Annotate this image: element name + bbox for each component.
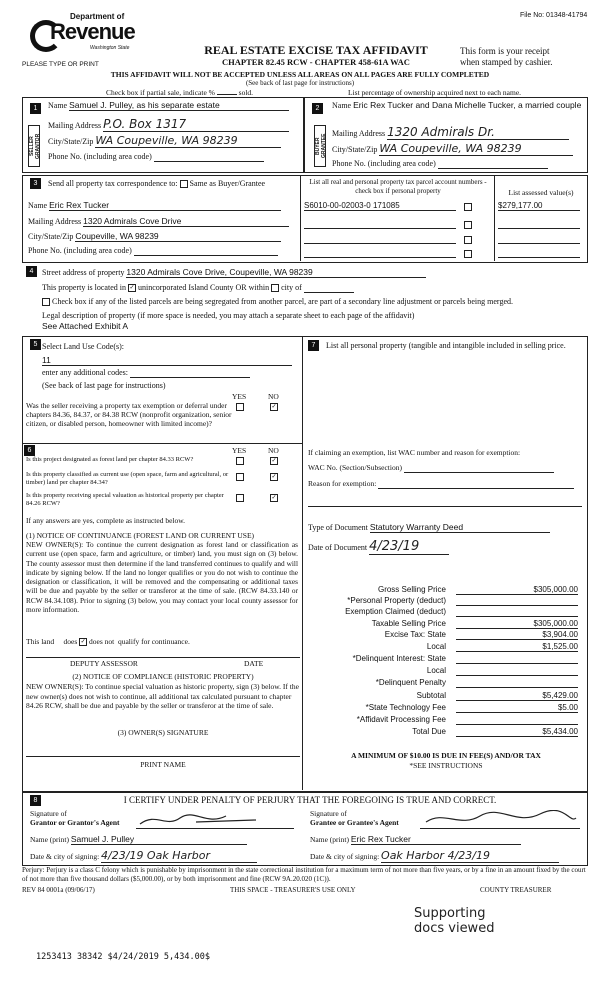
grantee-sig-label: Signature of Grantee or Grantee's Agent [310, 809, 399, 827]
fee-value-penalty[interactable] [456, 678, 578, 688]
does-not-checkbox[interactable]: ✓ [80, 639, 86, 646]
cashier-stamp: 1253413 38342 $4/24/2019 5,434.00$ [36, 952, 210, 962]
grantee-signature[interactable] [420, 810, 580, 829]
parcel-personal-checkbox-4[interactable] [464, 250, 472, 258]
grantor-date-row: Date & city of signing: 4/23/19 Oak Harbor [30, 849, 257, 863]
buyer-tab: BUYER GRANTEE [314, 125, 326, 167]
seller-city-row: City/State/Zip WA Coupeville, WA 98239 [48, 134, 298, 148]
fee-value-tech-fee[interactable]: $5.00 [456, 703, 578, 713]
assessed-value[interactable]: $279,177.00 [498, 201, 580, 211]
personal-property-label: List all personal property (tangible and intangible included in selling price. [326, 341, 566, 350]
seller-phone[interactable] [154, 152, 264, 162]
fee-label-total: Total Due [412, 727, 446, 736]
grantee-date-row: Date & city of signing: Oak Harbor 4/23/19 [310, 849, 559, 863]
notice1-title: (1) NOTICE OF CONTINUANCE (FOREST LAND OR CURRENT USE) [26, 531, 255, 540]
legal-label: Legal description of property (if more space is needed, you may attach a separate sheet to each page of the affidavit) [42, 311, 415, 320]
assessor-date: DATE [244, 659, 264, 668]
s5-see-back: (See back of last page for instructions) [42, 381, 166, 390]
reason-row: Reason for exemption: [308, 479, 574, 489]
s3-phone-row: Phone No. (including area code) [28, 246, 278, 256]
partial-sale-label: Check box if partial sale, indicate % [106, 88, 215, 97]
grantor-sig-label: Signature of Grantor or Grantor's Agent [30, 809, 120, 827]
notice1-body: NEW OWNER(S): To continue the current designation as forest land or classification as current use (open space, farm and agriculture, or timber) land, you must sign on (3) below. The county assessor must then determine if the land transferred continues to qualify and will indicate by signing below. If the land no longer qualifies or you do not wish to continue the designation or classification, it will be removed and the compensating or additional taxes will be due and payable by the seller or transferor at the time of sale. (RCW 84.33.140 or RCW 84.34.108). Prior to signing (3) below, you may contact your local county assessor for more information. [26, 540, 298, 615]
historic-question: Is this property receiving special valuation as historical property per chapter 84.26 RCW? [26, 492, 224, 507]
fee-label-gross: Gross Selling Price [377, 585, 446, 594]
buyer-phone[interactable] [438, 159, 548, 169]
fee-label-tech-fee: *State Technology Fee [365, 703, 446, 712]
fee-value-local-tax[interactable]: $1,525.00 [456, 642, 578, 652]
land-use-code[interactable]: 11 [42, 355, 292, 366]
assessed-header: List assessed value(s) [508, 188, 574, 197]
see-instructions: *SEE INSTRUCTIONS [409, 761, 483, 770]
dor-logo [26, 10, 136, 60]
receipt-line2: when stamped by cashier. [460, 57, 553, 67]
current-use-question: Is this property classified as current use (open space, farm and agricultural, or timber) land per chapter 84.34? [26, 471, 229, 486]
grantor-signature-scribble [136, 810, 294, 828]
exempt-yes-checkbox[interactable] [236, 403, 244, 411]
parcel-personal-checkbox-1[interactable] [464, 203, 472, 211]
s5-no: NO [268, 392, 279, 401]
doc-type[interactable]: Statutory Warranty Deed [370, 522, 550, 533]
buyer-mailing[interactable]: 1320 Admirals Dr. [387, 125, 569, 140]
fee-label-exemption: Exemption Claimed (deduct) [345, 607, 446, 616]
fee-value-subtotal[interactable]: $5,429.00 [456, 691, 578, 701]
form-revision: REV 84 0001a (09/06/17) [22, 886, 95, 894]
fee-value-total[interactable]: $5,434.00 [456, 727, 578, 737]
seller-name-row: Name Samuel J. Pulley, as his separate estate [48, 100, 298, 111]
additional-codes-row: enter any additional codes: [42, 368, 250, 378]
street-row: Street address of property 1320 Admirals Cove Drive, Coupeville, WA 98239 [42, 267, 426, 278]
buyer-city[interactable]: WA Coupeville, WA 98239 [379, 142, 573, 156]
forest-no-checkbox[interactable]: ✓ [271, 458, 277, 464]
grantee-date-city[interactable]: Oak Harbor 4/23/19 [381, 849, 559, 863]
historic-yes-checkbox[interactable] [236, 494, 244, 502]
perjury-notice: Perjury: Perjury is a class C felony which is punishable by imprisonment in the state correctional institution for a maximum term of not more than five years, or by a fine in an amount fixed by the court of not more than five thousand dollars ($5,000.00), or by both imprisonment and fine (RCW 9A.20.020 (1C)). [22, 866, 586, 883]
parcel-number[interactable]: S6010-00-02003-0 171085 [304, 201, 456, 211]
exempt-no-checkbox[interactable]: ✓ [271, 404, 277, 410]
fee-value-personal[interactable] [456, 596, 578, 606]
fee-label-penalty: *Delinquent Penalty [375, 678, 446, 687]
s3-name-row: Name Eric Rex Tucker [28, 200, 281, 211]
supporting-docs-note: Supporting docs viewed [414, 906, 495, 936]
fee-value-delinq-local[interactable] [456, 666, 578, 676]
warning-text: THIS AFFIDAVIT WILL NOT BE ACCEPTED UNLESS ALL AREAS ON ALL PAGES ARE FULLY COMPLETED [110, 70, 490, 79]
treasurer-space: THIS SPACE - TREASURER'S USE ONLY [230, 886, 356, 894]
current-use-yes-checkbox[interactable] [236, 473, 244, 481]
parcel-personal-checkbox-2[interactable] [464, 221, 472, 229]
wac-claim: If claiming an exemption, list WAC number and reason for exemption: [308, 448, 521, 457]
minimum-due: A MINIMUM OF $10.00 IS DUE IN FEE(S) AND/OR TAX [351, 751, 541, 760]
grantor-date-city[interactable]: 4/23/19 Oak Harbor [101, 849, 257, 863]
section-3-badge: 3 [30, 178, 41, 189]
same-as-buyer-checkbox[interactable] [180, 180, 188, 188]
file-number: File No: 01348-41794 [520, 12, 588, 19]
doc-type-row: Type of Document Statutory Warranty Deed [308, 522, 550, 533]
s5-yes: YES [232, 392, 247, 401]
fee-label-state-tax: Excise Tax: State [384, 630, 446, 639]
section-4-badge: 4 [26, 266, 37, 277]
buyer-phone-row: Phone No. (including area code) [332, 159, 582, 169]
s6-yes: YES [232, 446, 247, 455]
seller-tab: SELLER GRANTOR [28, 125, 40, 167]
sold-label: sold. [238, 88, 254, 97]
grantee-name-row: Name (print) Eric Rex Tucker [310, 834, 521, 845]
receipt-line1: This form is your receipt [460, 46, 550, 56]
seller-mailing-row: Mailing Address P.O. Box 1317 [48, 117, 298, 132]
continuance-row: This land does ✓ does not qualify for continuance. [26, 637, 190, 646]
section-1-badge: 1 [30, 103, 41, 114]
forest-question: Is this project designated as forest land per chapter 84.33 RCW? [26, 456, 194, 463]
dept-label: Department of [70, 12, 125, 21]
grantor-print-name[interactable]: Samuel J. Pulley [71, 834, 247, 845]
doc-date-row: Date of Document 4/23/19 [308, 539, 449, 555]
wac-number-row: WAC No. (Section/Subsection) [308, 463, 554, 473]
historic-no-checkbox[interactable]: ✓ [271, 495, 277, 501]
current-use-no-checkbox[interactable]: ✓ [271, 474, 277, 480]
seller-city[interactable]: WA Coupeville, WA 98239 [95, 134, 281, 148]
buyer-city-row: City/State/Zip WA Coupeville, WA 98239 [332, 142, 582, 156]
see-back: (See back of last page for instructions) [245, 79, 355, 87]
seller-phone-row: Phone No. (including area code) [48, 152, 298, 162]
s3-mailing[interactable]: 1320 Admirals Cove Drive [83, 216, 289, 227]
fee-value-state-tax[interactable]: $3,904.00 [456, 630, 578, 640]
notice2-body: NEW OWNER(S): To continue special valuation as historic property, sign (3) below. If the new owner(s) does not wish to continue, all additional tax calculated pursuant to chapter 84.26 RCW, shall be due and payable by the seller or transferor at the time of sale. [26, 682, 299, 710]
seller-mailing[interactable]: P.O. Box 1317 [103, 117, 289, 132]
fee-value-delinq-state[interactable] [456, 654, 578, 664]
please-type: PLEASE TYPE OR PRINT [22, 61, 99, 68]
property-street[interactable]: 1320 Admirals Cove Drive, Coupeville, WA 98239 [126, 267, 426, 278]
form-subtitle: CHAPTER 82.45 RCW - CHAPTER 458-61A WAC [222, 57, 410, 67]
seller-name[interactable]: Samuel J. Pulley, as his separate estate [69, 100, 289, 111]
s3-mailing-row: Mailing Address 1320 Admirals Cove Drive [28, 216, 289, 227]
fee-value-gross[interactable]: $305,000.00 [456, 585, 578, 595]
doc-date[interactable]: 4/23/19 [369, 539, 449, 555]
logo-state: Washington State [90, 45, 130, 51]
fee-label-processing: *Affidavit Processing Fee [356, 715, 446, 724]
section-6-badge: 6 [24, 445, 35, 456]
fee-value-processing[interactable] [456, 715, 578, 725]
owner-signature-label: (3) OWNER(S) SIGNATURE [117, 728, 209, 737]
s3-name[interactable]: Eric Rex Tucker [49, 200, 281, 211]
fee-label-delinq-state: *Delinquent Interest: State [352, 654, 446, 663]
segregation-row: Check box if any of the listed parcels are being segregated from another parcel, are part of a secondary line adjustment or parcels being merged. [42, 297, 592, 306]
buyer-name[interactable]: Eric Rex Tucker and Dana Michelle Tucker, a married couple [353, 100, 582, 110]
print-name-label: PRINT NAME [140, 760, 186, 769]
buyer-mailing-row: Mailing Address 1320 Admirals Dr. [332, 125, 582, 140]
section-8-badge: 8 [30, 795, 41, 806]
list-percentage: List percentage of ownership acquired next to each name. [348, 88, 522, 97]
located-row: This property is located in ✓ unincorporated Island County OR within city of [42, 283, 354, 293]
logo-revenue: Revenue [50, 19, 135, 44]
parcel-personal-checkbox-3[interactable] [464, 236, 472, 244]
notice2-title: (2) NOTICE OF COMPLIANCE (HISTORIC PROPERTY) [72, 672, 254, 681]
county-treasurer: COUNTY TREASURER [480, 886, 552, 894]
certify-statement: I CERTIFY UNDER PENALTY OF PERJURY THAT THE FOREGOING IS TRUE AND CORRECT. [123, 795, 497, 805]
city-checkbox[interactable] [271, 284, 279, 292]
if-yes-instruction: If any answers are yes, complete as instructed below. [26, 516, 186, 525]
partial-sale-row [106, 88, 253, 97]
grantee-signature-scribble [420, 810, 580, 828]
fee-label-delinq-local: Local [426, 666, 446, 675]
s3-city[interactable]: Coupeville, WA 98239 [75, 231, 281, 242]
deputy-assessor: DEPUTY ASSESSOR [70, 659, 138, 668]
s6-no: NO [268, 446, 279, 455]
fee-label-subtotal: Subtotal [416, 691, 446, 700]
fee-label-personal: *Personal Property (deduct) [347, 596, 446, 605]
grantee-print-name[interactable]: Eric Rex Tucker [351, 834, 521, 845]
land-use-label: Select Land Use Code(s): [42, 342, 124, 351]
form-title: REAL ESTATE EXCISE TAX AFFIDAVIT [204, 43, 428, 57]
section-2-badge: 2 [312, 103, 323, 114]
parcel-header: List all real and personal property tax parcel account numbers - check box if personal property [309, 178, 487, 195]
fee-label-local-tax: Local [426, 642, 446, 651]
s3-city-row: City/State/Zip Coupeville, WA 98239 [28, 231, 281, 242]
section-5-badge: 5 [30, 339, 41, 350]
unincorporated-checkbox[interactable]: ✓ [129, 285, 135, 292]
buyer-name-row: Name Eric Rex Tucker and Dana Michelle Tucker, a married couple [332, 100, 582, 110]
send-correspondence-row: Send all property tax correspondence to: Same as Buyer/Grantee [48, 179, 266, 188]
grantor-signature[interactable] [136, 810, 294, 829]
fee-label-taxable: Taxable Selling Price [371, 619, 446, 628]
segregation-checkbox[interactable] [42, 298, 50, 306]
exemption-question: Was the seller receiving a property tax exemption or deferral under chapters 84.36, 84.37, or 84.38 RCW (nonprofit organization, senior citizen, or disabled person, homeowner with limited income)? [26, 401, 232, 428]
section-7-badge: 7 [308, 340, 319, 351]
legal-description[interactable]: See Attached Exhibit A [42, 321, 129, 331]
fee-value-taxable[interactable]: $305,000.00 [456, 619, 578, 629]
fee-value-exemption[interactable] [456, 607, 578, 617]
forest-yes-checkbox[interactable] [236, 457, 244, 465]
grantor-name-row: Name (print) Samuel J. Pulley [30, 834, 247, 845]
